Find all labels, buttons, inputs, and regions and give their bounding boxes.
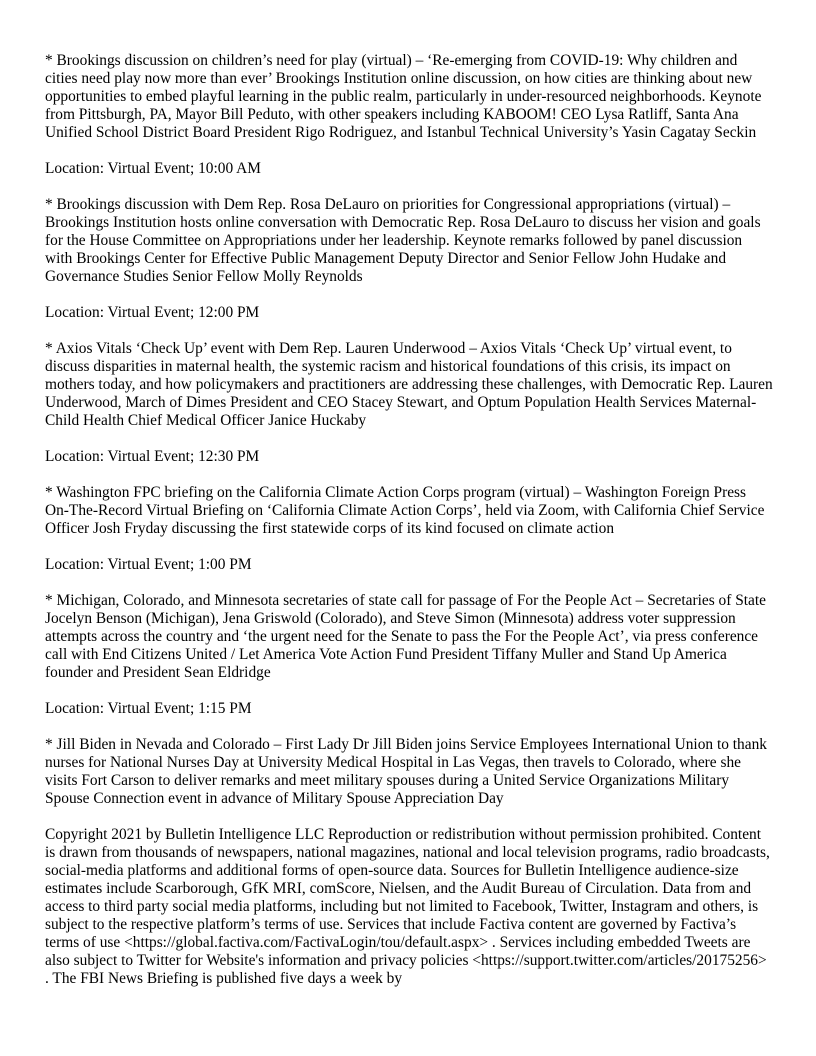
event-description-2: * Brookings discussion with Dem Rep. Rosa DeLauro on priorities for Congressional appropriations (virtual) – Brookings Institution hosts online conversation with Democratic Rep. Rosa DeLauro to discuss her vision and goals for the House Committee on Appropriations under her leadership. Keynote remarks followed by panel discussion with Brookings Center for Effective Public Management Deputy Director and Senior Fellow John Hudake and Governance Studies Senior Fellow Molly Reynolds [45, 196, 761, 285]
document-page [45, 52, 773, 988]
event-location-3: Location: Virtual Event; 12:30 PM [45, 448, 260, 465]
event-description-5: * Michigan, Colorado, and Minnesota secretaries of state call for passage of For the People Act – Secretaries of State Jocelyn Benson (Michigan), Jena Griswold (Colorado), and Steve Simon (Minnesota) address voter suppression attempts across the country and ‘the urgent need for the Senate to pass the For the People Act’, via press conference call with End Citizens United / Let America Vote Action Fund President Tiffany Muller and Stand Up America founder and President Sean Eldridge [45, 592, 766, 681]
event-description-6: * Jill Biden in Nevada and Colorado – First Lady Dr Jill Biden joins Service Employees International Union to thank nurses for National Nurses Day at University Medical Hospital in Las Vegas, then travels to Colorado, where she visits Fort Carson to deliver remarks and meet military spouses during a United Service Organizations Military Spouse Connection event in advance of Military Spouse Appreciation Day [45, 736, 767, 807]
event-location-1: Location: Virtual Event; 10:00 AM [45, 160, 261, 177]
event-location-4: Location: Virtual Event; 1:00 PM [45, 556, 252, 573]
event-description-3: * Axios Vitals ‘Check Up’ event with Dem Rep. Lauren Underwood – Axios Vitals ‘Check Up’ virtual event, to discuss disparities in maternal health, the systemic racism and historical foundations of this crisis, its impact on mothers today, and how policymakers and practitioners are addressing these challenges, with Democratic Rep. Lauren Underwood, March of Dimes President and CEO Stacey Stewart, and Optum Population Health Services Maternal-Child Health Chief Medical Officer Janice Huckaby [45, 340, 773, 429]
event-description-1: * Brookings discussion on children’s need for play (virtual) – ‘Re-emerging from COVID-19: Why children and cities need play now more than ever’ Brookings Institution online discussion, on how cities are thinking about new opportunities to embed playful learning in the public realm, particularly in under-resourced neighborhoods. Keynote from Pittsburgh, PA, Mayor Bill Peduto, with other speakers including KABOOM! CEO Lysa Ratliff, Santa Ana Unified School District Board President Rigo Rodriguez, and Istanbul Technical University’s Yasin Cagatay Seckin [45, 52, 762, 141]
event-location-2: Location: Virtual Event; 12:00 PM [45, 304, 260, 321]
event-location-5: Location: Virtual Event; 1:15 PM [45, 700, 252, 717]
copyright-footer: Copyright 2021 by Bulletin Intelligence LLC Reproduction or redistribution without permission prohibited. Content is drawn from thousands of newspapers, national magazines, national and local television programs, radio broadcasts, social-media platforms and additional forms of open-source data. Sources for Bulletin Intelligence audience-size estimates include Scarborough, GfK MRI, comScore, Nielsen, and the Audit Bureau of Circulation. Data from and access to third party social media platforms, including but not limited to Facebook, Twitter, Instagram and others, is subject to the respective platform’s terms of use. Services that include Factiva content are governed by Factiva’s terms of use <https://global.factiva.com/FactivaLogin/tou/default.aspx> . Services including embedded Tweets are also subject to Twitter for Website's information and privacy policies <https://support.twitter.com/articles/20175256> . The FBI News Briefing is published five days a week by [45, 826, 770, 987]
event-description-4: * Washington FPC briefing on the California Climate Action Corps program (virtual) – Washington Foreign Press On-The-Record Virtual Briefing on ‘California Climate Action Corps’, held via Zoom, with California Chief Service Officer Josh Fryday discussing the first statewide corps of its kind focused on climate action [45, 484, 765, 537]
